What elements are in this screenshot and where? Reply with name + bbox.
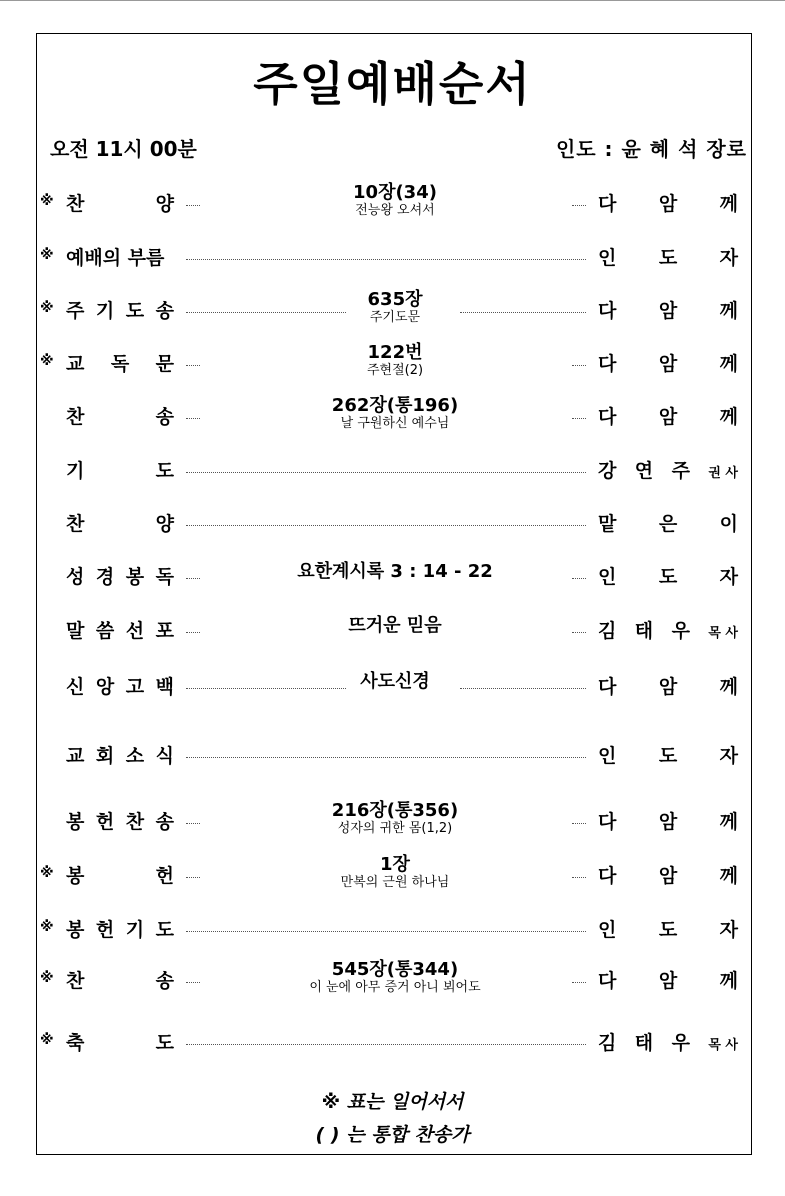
leader-dots (186, 472, 586, 473)
responsible-char: 다 (598, 970, 617, 992)
responsible-char: 도 (658, 566, 678, 588)
item-detail (270, 801, 520, 837)
responsible-char: 연 (634, 460, 654, 482)
item-label-char: 양 (155, 193, 174, 215)
item-label (66, 243, 174, 270)
item-detail-sub: 날 구원하신 예수님 (340, 416, 450, 431)
leader-dots (186, 982, 200, 983)
leader-dots (460, 312, 586, 313)
item-label-char: 봉 (66, 865, 85, 887)
item-responsible (598, 243, 738, 270)
responsible-char: 암 (658, 406, 678, 428)
item-detail-main: 사도신경 (360, 671, 430, 692)
service-leader: 인도 : 윤 혜 석 장로 (555, 137, 747, 161)
leader-dots (186, 365, 200, 366)
item-label-char: 백 (155, 676, 174, 698)
responsible-char: 우 (671, 620, 690, 642)
item-label-char: 송 (155, 406, 174, 428)
item-label-char: 독 (155, 566, 174, 588)
item-detail (270, 672, 520, 692)
footer-note-hymnal: ( ) 는 통합 찬송가 (315, 1124, 470, 1146)
item-responsible (598, 616, 738, 643)
item-label-char: 기 (66, 460, 85, 482)
item-label-char: 축 (66, 1032, 85, 1054)
responsible-char: 다 (598, 193, 617, 215)
item-detail-main: 10장(34) (353, 182, 437, 203)
responsible-char: 다 (598, 300, 617, 322)
leader-dots (186, 205, 200, 206)
item-detail-sub: 주현절(2) (366, 363, 424, 378)
responsible-char: 다 (598, 353, 617, 375)
responsible-char: 암 (658, 970, 678, 992)
item-label (66, 807, 174, 834)
responsible-char: 태 (634, 620, 654, 642)
item-detail (270, 183, 520, 219)
item-detail (270, 562, 520, 582)
standing-mark: ※ (40, 300, 54, 316)
responsible-char: 암 (658, 300, 678, 322)
responsible-char: 인 (598, 247, 617, 269)
item-responsible (598, 672, 738, 699)
standing-mark: ※ (40, 1032, 54, 1048)
responsible-char: 자 (719, 566, 738, 588)
responsible-char: 인 (598, 745, 617, 767)
item-detail-main: 262장(통196) (331, 395, 459, 416)
responsible-char: 다 (598, 676, 617, 698)
responsible-char: 다 (598, 406, 617, 428)
item-detail-sub: 주기도문 (369, 310, 421, 325)
responsible-char: 다 (598, 811, 617, 833)
item-label (66, 741, 174, 768)
item-label-char: 송 (155, 970, 174, 992)
item-label (66, 861, 174, 888)
item-detail-main: 545장(통344) (331, 959, 459, 980)
item-label (66, 456, 174, 483)
footer-note-standing: ※ 표는 일어서서 (321, 1091, 464, 1113)
item-label-char: 봉 (66, 919, 85, 941)
item-responsible (598, 861, 738, 888)
leader-dots (186, 259, 586, 260)
item-detail (270, 960, 520, 996)
item-label-char: 독 (110, 353, 130, 375)
item-label-char: 도 (155, 919, 174, 941)
item-responsible (598, 562, 738, 589)
leader-dots (572, 823, 586, 824)
item-detail (270, 396, 520, 432)
leader-dots (572, 365, 586, 366)
responsible-char: 도 (658, 745, 678, 767)
responsible-char: 김 (598, 1032, 617, 1054)
responsible-char: 자 (719, 247, 738, 269)
item-detail-main: 216장(통356) (331, 800, 459, 821)
responsible-char: 암 (658, 193, 678, 215)
leader-dots (186, 312, 346, 313)
item-label-char: 신 (66, 676, 85, 698)
item-detail-main: 뜨거운 믿음 (348, 615, 442, 636)
item-label-char: 송 (155, 811, 174, 833)
item-detail (270, 290, 520, 326)
responsible-title: 권 사 (708, 466, 738, 481)
item-label-char: 봉 (66, 811, 85, 833)
responsible-char: 께 (719, 406, 738, 428)
leader-dots (572, 632, 586, 633)
standing-mark: ※ (40, 865, 54, 881)
responsible-char: 은 (658, 513, 678, 535)
item-label-char: 식 (155, 745, 174, 767)
item-label (66, 402, 174, 429)
item-label (66, 296, 174, 323)
item-label-char: 도 (155, 1032, 174, 1054)
item-responsible (598, 807, 738, 834)
responsible-char: 암 (658, 865, 678, 887)
item-label-char: 씀 (95, 620, 115, 642)
standing-mark: ※ (40, 353, 54, 369)
responsible-char: 께 (719, 676, 738, 698)
item-label (66, 915, 174, 942)
responsible-char: 이 (719, 513, 738, 535)
item-label-char: 헌 (155, 865, 174, 887)
item-label-char: 찬 (125, 811, 145, 833)
item-label-char: 예배의 부름 (66, 247, 165, 269)
item-detail-sub: 만복의 근원 하나님 (340, 875, 450, 890)
responsible-char: 도 (658, 919, 678, 941)
item-detail-sub: 이 눈에 아무 증거 아니 뵈어도 (309, 980, 481, 995)
item-label (66, 966, 174, 993)
leader-dots (186, 757, 586, 758)
item-label (66, 349, 174, 376)
responsible-title: 목 사 (708, 1038, 738, 1053)
item-responsible (598, 741, 738, 768)
item-label-char: 양 (155, 513, 174, 535)
responsible-char: 도 (658, 247, 678, 269)
responsible-char: 암 (658, 353, 678, 375)
item-responsible (598, 966, 738, 993)
item-label-char: 경 (95, 566, 115, 588)
item-label-char: 문 (155, 353, 174, 375)
responsible-char: 께 (719, 300, 738, 322)
responsible-char: 자 (719, 919, 738, 941)
item-label-char: 기 (95, 300, 115, 322)
item-responsible (598, 915, 738, 942)
responsible-char: 께 (719, 811, 738, 833)
item-label (66, 616, 174, 643)
responsible-char: 인 (598, 566, 617, 588)
standing-mark: ※ (40, 919, 54, 935)
responsible-char: 맡 (598, 513, 617, 535)
item-label-char: 헌 (95, 811, 115, 833)
item-responsible (598, 509, 738, 536)
responsible-char: 태 (634, 1032, 654, 1054)
item-label (66, 672, 174, 699)
responsible-char: 께 (719, 193, 738, 215)
responsible-char: 김 (598, 620, 617, 642)
item-label-char: 교 (66, 745, 85, 767)
leader-dots (572, 418, 586, 419)
item-label-char: 교 (66, 353, 85, 375)
leader-dots (572, 205, 586, 206)
item-label-char: 송 (155, 300, 174, 322)
item-label-char: 고 (125, 676, 145, 698)
leader-dots (186, 1044, 586, 1045)
page-title: 주일예배순서 (253, 57, 532, 111)
responsible-char: 께 (719, 970, 738, 992)
leader-dots (186, 632, 200, 633)
item-label-char: 앙 (95, 676, 115, 698)
leader-dots (186, 578, 200, 579)
item-label-char: 찬 (66, 193, 85, 215)
leader-dots (186, 823, 200, 824)
responsible-char: 인 (598, 919, 617, 941)
item-detail (270, 616, 520, 636)
item-detail (270, 343, 520, 379)
item-label (66, 189, 174, 216)
item-label (66, 509, 174, 536)
responsible-char: 자 (719, 745, 738, 767)
item-label-char: 찬 (66, 970, 85, 992)
item-label-char: 회 (95, 745, 115, 767)
item-detail-main: 1장 (380, 854, 410, 875)
item-detail-sub: 전능왕 오셔서 (355, 203, 435, 218)
item-label-char: 기 (125, 919, 145, 941)
item-detail-main: 122번 (367, 342, 423, 363)
item-label-char: 찬 (66, 513, 85, 535)
leader-dots (186, 525, 586, 526)
item-detail (270, 855, 520, 891)
item-label-char: 도 (125, 300, 145, 322)
leader-dots (572, 877, 586, 878)
item-responsible (598, 189, 738, 216)
leader-dots (186, 688, 346, 689)
leader-dots (572, 982, 586, 983)
item-responsible (598, 296, 738, 323)
item-label (66, 562, 174, 589)
leader-dots (460, 688, 586, 689)
standing-mark: ※ (40, 247, 54, 263)
leader-dots (572, 578, 586, 579)
item-label-char: 선 (125, 620, 145, 642)
item-label-char: 성 (66, 566, 85, 588)
standing-mark: ※ (40, 970, 54, 986)
leader-dots (186, 418, 200, 419)
leader-dots (186, 877, 200, 878)
top-rule (0, 0, 785, 1)
item-label-char: 봉 (125, 566, 145, 588)
responsible-char: 암 (658, 811, 678, 833)
item-responsible (598, 402, 738, 429)
responsible-char: 다 (598, 865, 617, 887)
item-responsible (598, 456, 738, 483)
item-detail-main: 635장 (367, 289, 423, 310)
item-label (66, 1028, 174, 1055)
item-label-char: 찬 (66, 406, 85, 428)
item-detail-sub: 성자의 귀한 몸(1,2) (337, 821, 453, 836)
item-label-char: 주 (66, 300, 85, 322)
leader-dots (186, 931, 586, 932)
responsible-char: 께 (719, 353, 738, 375)
item-responsible (598, 349, 738, 376)
item-label-char: 소 (125, 745, 145, 767)
responsible-char: 암 (658, 676, 678, 698)
item-label-char: 포 (155, 620, 174, 642)
service-time: 오전 11시 00분 (50, 137, 197, 161)
standing-mark: ※ (40, 193, 54, 209)
responsible-char: 께 (719, 865, 738, 887)
item-label-char: 도 (155, 460, 174, 482)
item-label-char: 말 (66, 620, 85, 642)
item-label-char: 헌 (95, 919, 115, 941)
responsible-title: 목 사 (708, 626, 738, 641)
responsible-char: 우 (671, 1032, 690, 1054)
responsible-char: 강 (598, 460, 617, 482)
responsible-char: 주 (671, 460, 690, 482)
item-responsible (598, 1028, 738, 1055)
item-detail-main: 요한계시록 3 : 14 - 22 (297, 561, 493, 582)
